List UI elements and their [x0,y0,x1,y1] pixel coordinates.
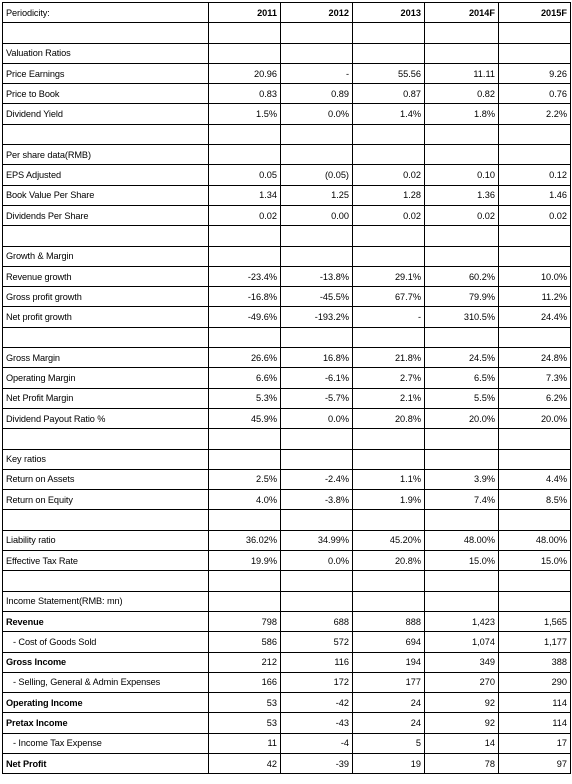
year-2015f: 2015F [499,3,571,23]
value-cell-2011: 0.02 [209,205,281,225]
empty-cell [499,591,571,611]
value-cell-2015f: 48.00% [499,530,571,550]
value-cell-2011: -16.8% [209,287,281,307]
value-cell-2014f: 92 [425,693,499,713]
year-2013: 2013 [353,3,425,23]
financial-summary-sheet [2,2,570,774]
value-cell-2012: -193.2% [281,307,353,327]
empty-cell [499,571,571,591]
value-cell-2015f: 9.26 [499,63,571,83]
value-cell-2012: -5.7% [281,388,353,408]
empty-cell [353,571,425,591]
row-label: Revenue [3,611,209,631]
section-title: Income Statement(RMB: mn) [3,591,209,611]
empty-cell [209,591,281,611]
value-cell-2011: 1.5% [209,104,281,124]
value-cell-2013: 29.1% [353,266,425,286]
table-row [3,652,571,672]
value-cell-2014f: 1.36 [425,185,499,205]
table-row [3,672,571,692]
value-cell-2011: 53 [209,713,281,733]
row-label: Effective Tax Rate [3,551,209,571]
empty-cell [209,449,281,469]
value-cell-2011: 4.0% [209,490,281,510]
value-cell-2012: 0.89 [281,84,353,104]
value-cell-2012: 0.00 [281,205,353,225]
value-cell-2013: - [353,307,425,327]
value-cell-2012: 0.0% [281,551,353,571]
value-cell-2013: 2.1% [353,388,425,408]
value-cell-2015f: 6.2% [499,388,571,408]
empty-cell [425,591,499,611]
value-cell-2015f: 0.76 [499,84,571,104]
table-row [3,84,571,104]
value-cell-2012: (0.05) [281,165,353,185]
value-cell-2015f: 1.46 [499,185,571,205]
section-header-row [3,591,571,611]
table-row [3,266,571,286]
value-cell-2013: 194 [353,652,425,672]
value-cell-2013: 19 [353,753,425,773]
section-header-row [3,145,571,165]
section-title: Growth & Margin [3,246,209,266]
value-cell-2014f: 1,074 [425,632,499,652]
value-cell-2011: 6.6% [209,368,281,388]
empty-cell [353,226,425,246]
empty-cell [425,145,499,165]
value-cell-2015f: 97 [499,753,571,773]
section-header-row [3,449,571,469]
value-cell-2012: 172 [281,672,353,692]
row-label: Dividends Per Share [3,205,209,225]
financial-table [2,2,571,774]
value-cell-2011: 2.5% [209,469,281,489]
table-row [3,733,571,753]
table-row [3,368,571,388]
value-cell-2014f: 7.4% [425,490,499,510]
value-cell-2011: 19.9% [209,551,281,571]
value-cell-2011: 586 [209,632,281,652]
value-cell-2015f: 24.4% [499,307,571,327]
section-header-row [3,246,571,266]
value-cell-2012: 0.0% [281,408,353,428]
empty-cell [499,124,571,144]
row-label: Liability ratio [3,530,209,550]
section-title: Valuation Ratios [3,43,209,63]
table-row [3,530,571,550]
value-cell-2014f: 1,423 [425,611,499,631]
empty-cell [499,510,571,530]
empty-cell [281,429,353,449]
value-cell-2014f: 79.9% [425,287,499,307]
empty-cell [3,571,209,591]
spacer-row [3,571,571,591]
value-cell-2012: 1.25 [281,185,353,205]
value-cell-2015f: 15.0% [499,551,571,571]
empty-cell [425,124,499,144]
table-row [3,753,571,773]
value-cell-2012: -45.5% [281,287,353,307]
value-cell-2013: 55.56 [353,63,425,83]
row-label: EPS Adjusted [3,165,209,185]
table-row [3,287,571,307]
section-header-row [3,43,571,63]
value-cell-2011: 45.9% [209,408,281,428]
empty-cell [353,327,425,347]
empty-cell [425,327,499,347]
value-cell-2013: 694 [353,632,425,652]
table-row [3,713,571,733]
value-cell-2011: 36.02% [209,530,281,550]
value-cell-2013: 67.7% [353,287,425,307]
empty-cell [353,145,425,165]
value-cell-2011: 0.05 [209,165,281,185]
empty-cell [3,510,209,530]
value-cell-2014f: 24.5% [425,348,499,368]
empty-cell [209,327,281,347]
value-cell-2012: -13.8% [281,266,353,286]
empty-cell [281,145,353,165]
empty-cell [425,571,499,591]
value-cell-2014f: 0.82 [425,84,499,104]
value-cell-2014f: 78 [425,753,499,773]
table-row [3,63,571,83]
value-cell-2013: 21.8% [353,348,425,368]
value-cell-2014f: 1.8% [425,104,499,124]
row-label: Operating Income [3,693,209,713]
value-cell-2014f: 310.5% [425,307,499,327]
value-cell-2012: 16.8% [281,348,353,368]
value-cell-2015f: 290 [499,672,571,692]
empty-cell [281,226,353,246]
value-cell-2013: 20.8% [353,408,425,428]
value-cell-2012: 116 [281,652,353,672]
empty-cell [353,510,425,530]
value-cell-2014f: 60.2% [425,266,499,286]
value-cell-2011: 0.83 [209,84,281,104]
empty-cell [281,327,353,347]
value-cell-2012: 688 [281,611,353,631]
value-cell-2012: 572 [281,632,353,652]
value-cell-2011: 20.96 [209,63,281,83]
year-2014f: 2014F [425,3,499,23]
value-cell-2014f: 48.00% [425,530,499,550]
value-cell-2013: 1.1% [353,469,425,489]
empty-cell [209,246,281,266]
row-label: Gross Margin [3,348,209,368]
table-row [3,611,571,631]
empty-cell [353,246,425,266]
empty-cell [281,449,353,469]
empty-cell [3,429,209,449]
value-cell-2013: 1.9% [353,490,425,510]
value-cell-2012: -4 [281,733,353,753]
value-cell-2013: 888 [353,611,425,631]
value-cell-2015f: 1,565 [499,611,571,631]
header-row [3,3,571,23]
value-cell-2011: 166 [209,672,281,692]
row-label: Gross profit growth [3,287,209,307]
empty-cell [3,124,209,144]
value-cell-2015f: 0.02 [499,205,571,225]
value-cell-2015f: 114 [499,713,571,733]
empty-cell [353,124,425,144]
value-cell-2015f: 0.12 [499,165,571,185]
row-label: Net Profit [3,753,209,773]
value-cell-2014f: 3.9% [425,469,499,489]
value-cell-2013: 177 [353,672,425,692]
empty-cell [425,226,499,246]
value-cell-2013: 20.8% [353,551,425,571]
value-cell-2014f: 0.02 [425,205,499,225]
row-label: Price Earnings [3,63,209,83]
empty-cell [499,449,571,469]
value-cell-2013: 5 [353,733,425,753]
value-cell-2014f: 270 [425,672,499,692]
value-cell-2014f: 6.5% [425,368,499,388]
value-cell-2013: 24 [353,713,425,733]
table-row [3,104,571,124]
empty-cell [281,591,353,611]
value-cell-2013: 1.28 [353,185,425,205]
value-cell-2011: 42 [209,753,281,773]
empty-cell [499,327,571,347]
value-cell-2013: 2.7% [353,368,425,388]
empty-cell [353,23,425,43]
empty-cell [499,23,571,43]
row-label: - Cost of Goods Sold [3,632,209,652]
value-cell-2014f: 14 [425,733,499,753]
value-cell-2015f: 10.0% [499,266,571,286]
spacer-row [3,226,571,246]
value-cell-2015f: 1,177 [499,632,571,652]
value-cell-2015f: 2.2% [499,104,571,124]
value-cell-2011: 1.34 [209,185,281,205]
value-cell-2012: -43 [281,713,353,733]
empty-cell [425,449,499,469]
empty-cell [425,510,499,530]
value-cell-2014f: 11.11 [425,63,499,83]
row-label: - Selling, General & Admin Expenses [3,672,209,692]
empty-cell [499,145,571,165]
value-cell-2013: 0.02 [353,205,425,225]
row-label: - Income Tax Expense [3,733,209,753]
table-row [3,469,571,489]
value-cell-2013: 24 [353,693,425,713]
value-cell-2012: -39 [281,753,353,773]
value-cell-2011: 11 [209,733,281,753]
empty-cell [281,571,353,591]
empty-cell [281,510,353,530]
periodicity-label: Periodicity: [3,3,209,23]
row-label: Pretax Income [3,713,209,733]
spacer-row [3,327,571,347]
empty-cell [3,327,209,347]
row-label: Net profit growth [3,307,209,327]
value-cell-2014f: 5.5% [425,388,499,408]
empty-cell [209,145,281,165]
value-cell-2015f: 8.5% [499,490,571,510]
value-cell-2011: 5.3% [209,388,281,408]
value-cell-2014f: 15.0% [425,551,499,571]
empty-cell [425,23,499,43]
value-cell-2014f: 349 [425,652,499,672]
value-cell-2015f: 7.3% [499,368,571,388]
value-cell-2014f: 20.0% [425,408,499,428]
value-cell-2012: 0.0% [281,104,353,124]
value-cell-2012: 34.99% [281,530,353,550]
empty-cell [209,510,281,530]
spacer-row [3,23,571,43]
value-cell-2013: 1.4% [353,104,425,124]
value-cell-2012: -3.8% [281,490,353,510]
row-label: Revenue growth [3,266,209,286]
value-cell-2014f: 92 [425,713,499,733]
empty-cell [281,23,353,43]
value-cell-2013: 0.87 [353,84,425,104]
row-label: Net Profit Margin [3,388,209,408]
row-label: Operating Margin [3,368,209,388]
value-cell-2012: -6.1% [281,368,353,388]
value-cell-2015f: 24.8% [499,348,571,368]
empty-cell [209,43,281,63]
table-row [3,408,571,428]
spacer-row [3,429,571,449]
value-cell-2011: -49.6% [209,307,281,327]
empty-cell [209,429,281,449]
value-cell-2015f: 388 [499,652,571,672]
empty-cell [499,43,571,63]
value-cell-2011: -23.4% [209,266,281,286]
empty-cell [499,246,571,266]
empty-cell [499,429,571,449]
empty-cell [353,429,425,449]
row-label: Return on Equity [3,490,209,510]
row-label: Price to Book [3,84,209,104]
table-row [3,388,571,408]
table-row [3,307,571,327]
value-cell-2015f: 114 [499,693,571,713]
empty-cell [209,226,281,246]
empty-cell [353,591,425,611]
table-row [3,165,571,185]
row-label: Dividend Yield [3,104,209,124]
empty-cell [3,226,209,246]
value-cell-2011: 798 [209,611,281,631]
empty-cell [425,429,499,449]
empty-cell [281,246,353,266]
spacer-row [3,124,571,144]
table-row [3,205,571,225]
empty-cell [209,23,281,43]
empty-cell [281,124,353,144]
value-cell-2013: 45.20% [353,530,425,550]
value-cell-2011: 53 [209,693,281,713]
value-cell-2014f: 0.10 [425,165,499,185]
row-label: Dividend Payout Ratio % [3,408,209,428]
value-cell-2015f: 20.0% [499,408,571,428]
empty-cell [499,226,571,246]
value-cell-2011: 212 [209,652,281,672]
value-cell-2012: -42 [281,693,353,713]
table-row [3,185,571,205]
table-row [3,632,571,652]
empty-cell [353,43,425,63]
year-2011: 2011 [209,3,281,23]
table-row [3,490,571,510]
value-cell-2015f: 11.2% [499,287,571,307]
empty-cell [209,124,281,144]
empty-cell [3,23,209,43]
empty-cell [281,43,353,63]
section-title: Key ratios [3,449,209,469]
year-2012: 2012 [281,3,353,23]
row-label: Book Value Per Share [3,185,209,205]
value-cell-2015f: 4.4% [499,469,571,489]
empty-cell [353,449,425,469]
value-cell-2012: -2.4% [281,469,353,489]
section-title: Per share data(RMB) [3,145,209,165]
value-cell-2012: - [281,63,353,83]
table-row [3,693,571,713]
table-row [3,551,571,571]
spacer-row [3,510,571,530]
value-cell-2015f: 17 [499,733,571,753]
value-cell-2011: 26.6% [209,348,281,368]
empty-cell [209,571,281,591]
value-cell-2013: 0.02 [353,165,425,185]
empty-cell [425,246,499,266]
table-row [3,348,571,368]
row-label: Gross Income [3,652,209,672]
empty-cell [425,43,499,63]
row-label: Return on Assets [3,469,209,489]
